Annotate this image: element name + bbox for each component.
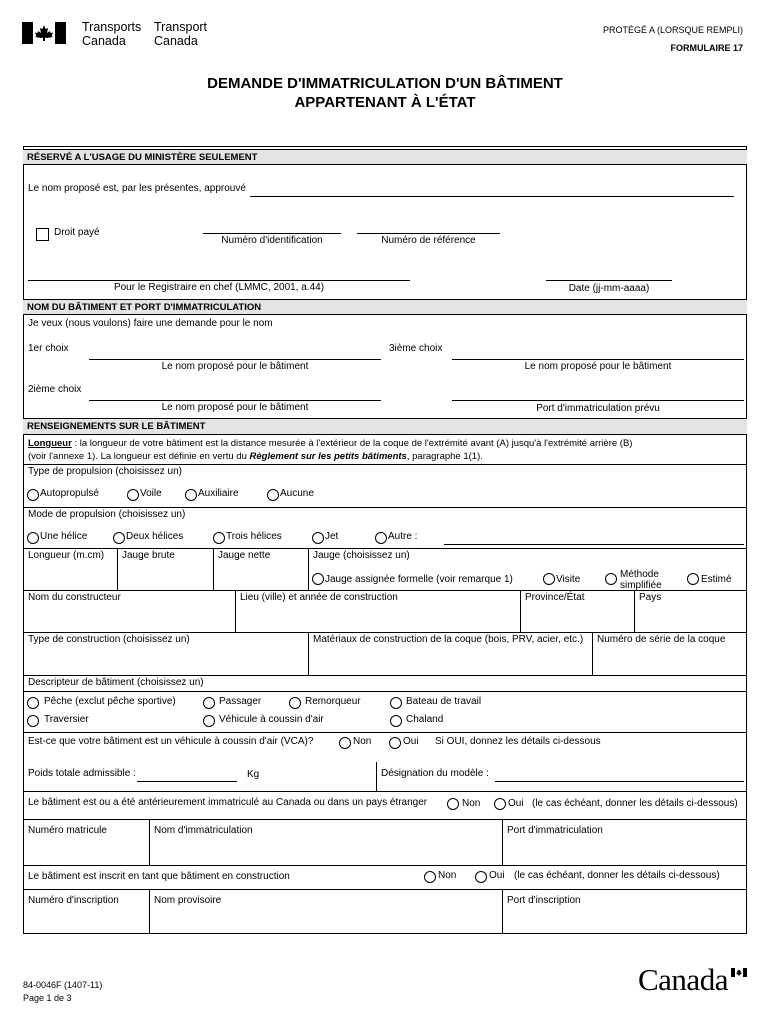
radio-vehicule-coussin-label: Véhicule à coussin d'air (219, 714, 324, 725)
radio-passager[interactable] (203, 697, 215, 709)
radio-traversier[interactable] (27, 715, 39, 727)
name-intro: Je veux (nous voulons) faire une demande pour le nom (28, 318, 273, 329)
gauge-label: Jauge (choisissez un) (313, 550, 410, 561)
divider (23, 675, 747, 676)
first-choice-field[interactable] (89, 359, 381, 360)
second-choice-caption: Le nom proposé pour le bâtiment (161, 402, 309, 413)
radio-prev-oui[interactable] (494, 798, 506, 810)
approved-label: Le nom proposé est, par les présentes, approuvé (28, 183, 246, 194)
radio-deux-helices[interactable] (113, 532, 125, 544)
net-tonnage-label: Jauge nette (218, 550, 271, 561)
first-choice-caption: Le nom proposé pour le bâtiment (161, 361, 309, 372)
radio-une-helice-label: Une hélice (40, 531, 88, 542)
radio-traversier-label: Traversier (44, 714, 89, 725)
model-field[interactable] (495, 781, 744, 782)
ref-number-label: Numéro de référence (381, 235, 476, 246)
third-choice-caption: Le nom proposé pour le bâtiment (524, 361, 672, 372)
reg-port-label: Port d'immatriculation (507, 825, 603, 836)
radio-bateau-travail[interactable] (390, 697, 402, 709)
previous-registration-question: Le bâtiment est ou a été antérieurement immatriculé au Canada ou dans un pays étranger (28, 797, 428, 808)
radio-vehicule-coussin[interactable] (203, 715, 215, 727)
port-field[interactable] (452, 400, 744, 401)
radio-vca-non[interactable] (339, 737, 351, 749)
province-label: Province/État (525, 592, 585, 603)
place-year-label: Lieu (ville) et année de construction (240, 592, 398, 603)
radio-constr-non[interactable] (424, 871, 436, 883)
third-choice-label: 3ième choix (389, 343, 443, 354)
weight-label: Poids totale admissible : (28, 768, 136, 779)
divider (23, 691, 747, 692)
divider (117, 548, 118, 590)
fee-paid-checkbox[interactable] (36, 228, 49, 241)
radio-methode-label: Méthode (620, 569, 659, 580)
second-choice-label: 2ième choix (28, 384, 82, 395)
autre-field[interactable] (444, 544, 744, 545)
wordmark-flag-icon (731, 968, 747, 977)
canada-wordmark: Canada (638, 962, 728, 997)
port-caption: Port d'immatriculation prévu (536, 403, 660, 414)
radio-prev-oui-label: Oui (508, 798, 524, 809)
radio-constr-oui-label: Oui (489, 870, 505, 881)
radio-vca-oui[interactable] (389, 737, 401, 749)
radio-voile[interactable] (127, 489, 139, 501)
length-term: Longueur (28, 438, 72, 449)
first-choice-label: 1er choix (28, 343, 69, 354)
divider (23, 590, 747, 591)
length-definition-text2: (voir l'annexe 1). La longueur est définie en vertu du (28, 451, 250, 462)
radio-aucune-label: Aucune (280, 488, 314, 499)
divider (23, 732, 747, 733)
length-definition-line1 (28, 438, 632, 449)
radio-prev-non-label: Non (462, 798, 481, 809)
vca-question: Est-ce que votre bâtiment est un véhicule à coussin d'air (VCA)? (28, 736, 314, 747)
radio-estime[interactable] (687, 573, 699, 585)
divider (235, 590, 236, 632)
protected-label: PROTÉGÉ A (LORSQUE REMPLI) (602, 25, 743, 35)
date-field[interactable] (546, 280, 672, 281)
divider (23, 507, 747, 508)
divider (213, 548, 214, 590)
matricule-label: Numéro matricule (28, 825, 107, 836)
form-code: 84-0046F (1407-11) (23, 980, 103, 990)
radio-auxiliaire[interactable] (185, 489, 197, 501)
radio-constr-oui[interactable] (475, 871, 487, 883)
registrar-label: Pour le Registraire en chef (LMMC, 2001, a.44) (113, 282, 325, 293)
radio-peche[interactable] (27, 697, 39, 709)
divider (23, 548, 747, 549)
propulsion-type-label: Type de propulsion (choisissez un) (28, 466, 182, 477)
radio-chaland-label: Chaland (406, 714, 444, 725)
radio-estime-label: Estimé (701, 574, 732, 585)
constr-details-note: (le cas échéant, donner les détails ci-dessous) (514, 870, 720, 881)
radio-jet[interactable] (312, 532, 324, 544)
radio-jauge-formelle-label: Jauge assignée formelle (voir remarque 1) (325, 574, 513, 585)
country-label: Pays (639, 592, 662, 603)
radio-chaland[interactable] (390, 715, 402, 727)
divider (23, 865, 747, 866)
radio-deux-helices-label: Deux hélices (126, 531, 184, 542)
section-header-ministry: RÉSERVÉ A L'USAGE DU MINISTÈRE SEULEMENT (23, 149, 747, 165)
radio-voile-label: Voile (140, 488, 162, 499)
radio-peche-label: Pêche (exclut pêche sportive) (44, 696, 176, 707)
under-construction-question: Le bâtiment est inscrit en tant que bâtiment en construction (28, 871, 290, 882)
divider (634, 590, 635, 632)
date-label: Date (jj-mm-aaaa) (568, 283, 650, 294)
radio-bateau-travail-label: Bateau de travail (406, 696, 482, 707)
prev-details-note: (le cas échéant, donner les détails ci-dessous) (532, 798, 738, 809)
divider (308, 632, 309, 675)
divider (520, 590, 521, 632)
hull-serial-label: Numéro de série de la coque (597, 634, 726, 645)
canada-flag-icon (22, 22, 66, 44)
radio-une-helice[interactable] (27, 532, 39, 544)
length-definition-text3: , paragraphe 1(1). (406, 451, 483, 462)
radio-methode-simplifiee[interactable] (605, 573, 617, 585)
fee-paid-label: Droit payé (54, 227, 100, 238)
radio-simplifiee-label: simplifiée (620, 580, 662, 591)
regulation-name: Règlement sur les petits bâtiments (249, 451, 407, 462)
section-header-vessel-info: RENSEIGNEMENTS SUR LE BÂTIMENT (23, 418, 747, 435)
divider (502, 889, 503, 934)
radio-autopropulse[interactable] (27, 489, 39, 501)
radio-visite-label: Visite (556, 574, 581, 585)
descriptor-label: Descripteur de bâtiment (choisissez un) (28, 677, 204, 688)
temp-name-label: Nom provisoire (154, 895, 222, 906)
divider (502, 819, 503, 865)
divider (308, 548, 309, 590)
weight-field[interactable] (137, 781, 237, 782)
radio-trois-helices-label: Trois hélices (226, 531, 282, 542)
form-title-line1: DEMANDE D'IMMATRICULATION D'UN BÂTIMENT (207, 75, 563, 92)
length-m-label: Longueur (m.cm) (28, 550, 105, 561)
approved-field[interactable] (250, 196, 734, 197)
dept-name-fr-2: Canada (82, 34, 126, 48)
id-number-label: Numéro d'identification (221, 235, 323, 246)
dept-name-en-2: Canada (154, 34, 198, 48)
weight-unit: Kg (247, 769, 260, 780)
form-number: FORMULAIRE 17 (670, 43, 743, 53)
divider (23, 889, 747, 890)
radio-jauge-formelle[interactable] (312, 573, 324, 585)
radio-vca-oui-label: Oui (403, 736, 419, 747)
radio-aucune[interactable] (267, 489, 279, 501)
inscription-port-label: Port d'inscription (507, 895, 581, 906)
radio-autopropulse-label: Autopropulsé (40, 488, 99, 499)
registrar-signature-field[interactable] (28, 280, 410, 281)
page-number: Page 1 de 3 (23, 993, 72, 1003)
vca-details-note: Si OUI, donnez les détails ci-dessous (435, 736, 601, 747)
radio-remorqueur-label: Remorqueur (305, 696, 361, 707)
construction-type-label: Type de construction (choisissez un) (28, 634, 190, 645)
divider (23, 464, 747, 465)
divider (376, 762, 377, 791)
radio-trois-helices[interactable] (213, 532, 225, 544)
divider (592, 632, 593, 675)
hull-material-label: Matériaux de construction de la coque (bois, PRV, acier, etc.) (313, 634, 584, 645)
model-label: Désignation du modèle : (381, 768, 489, 779)
ref-number-field[interactable] (357, 233, 500, 234)
propulsion-mode-label: Mode de propulsion (choisissez un) (28, 509, 186, 520)
divider (23, 632, 747, 633)
dept-name-fr: Transports (82, 20, 142, 34)
divider (149, 889, 150, 934)
length-definition-text: : la longueur de votre bâtiment est la distance mesurée à l'extérieur de la coque de l'extrémité avant (A) jusqu'à l'extrémité arrière (B) (71, 438, 633, 449)
inscription-label: Numéro d'inscription (28, 895, 119, 906)
dept-name-en: Transport (154, 20, 208, 34)
section-header-name-port: NOM DU BÂTIMENT ET PORT D'IMMATRICULATION (23, 299, 747, 315)
builder-label: Nom du constructeur (28, 592, 121, 603)
divider (149, 819, 150, 865)
radio-prev-non[interactable] (447, 798, 459, 810)
radio-passager-label: Passager (219, 696, 262, 707)
radio-visite[interactable] (543, 573, 555, 585)
second-choice-field[interactable] (89, 400, 381, 401)
radio-remorqueur[interactable] (289, 697, 301, 709)
divider (23, 819, 747, 820)
length-definition-line2 (28, 451, 483, 462)
radio-autre[interactable] (375, 532, 387, 544)
radio-jet-label: Jet (325, 531, 339, 542)
id-number-field[interactable] (203, 233, 341, 234)
divider (23, 791, 747, 792)
radio-vca-non-label: Non (353, 736, 372, 747)
third-choice-field[interactable] (452, 359, 744, 360)
reg-name-label: Nom d'immatriculation (154, 825, 253, 836)
radio-constr-non-label: Non (438, 870, 457, 881)
radio-auxiliaire-label: Auxiliaire (198, 488, 239, 499)
form-title-line2: APPARTENANT À L'ÉTAT (294, 94, 476, 111)
radio-autre-label: Autre : (388, 531, 418, 542)
gross-tonnage-label: Jauge brute (122, 550, 175, 561)
